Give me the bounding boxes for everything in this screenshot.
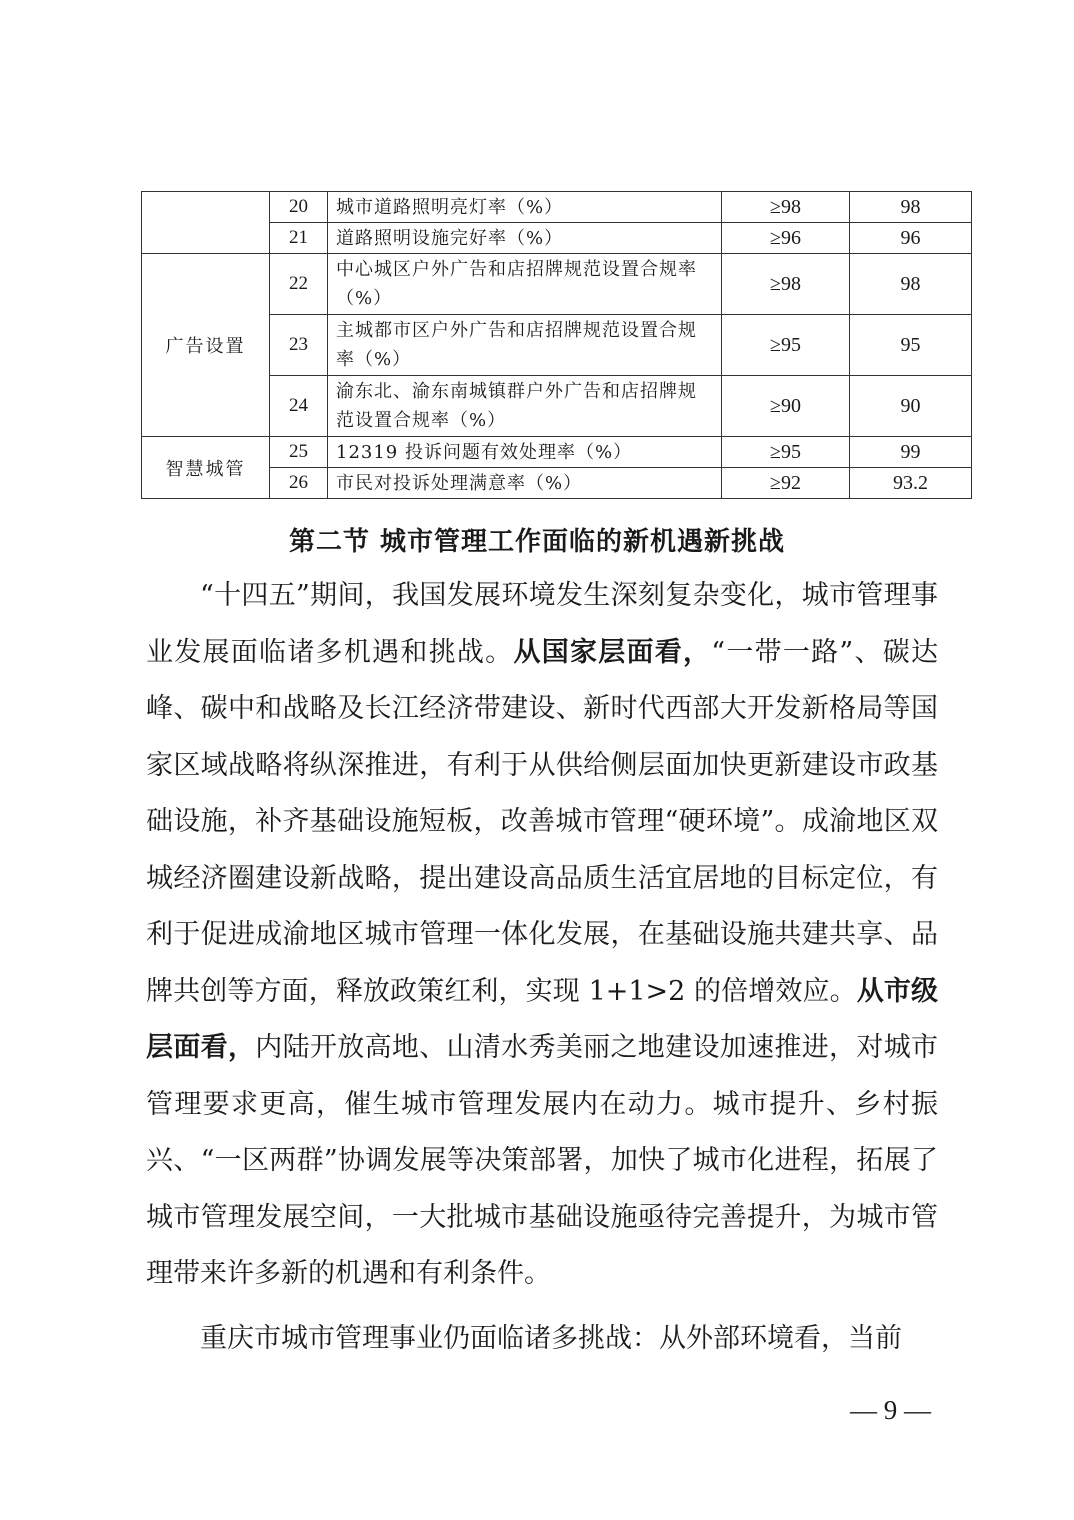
body-text (146, 568, 938, 1367)
target-value: ≥98 (722, 254, 850, 315)
section-title: 第二节 城市管理工作面临的新机遇新挑战 (288, 527, 786, 557)
table-row (142, 254, 972, 315)
category-cell: 智慧城管 (142, 437, 270, 499)
page-number: — 9 — (850, 1395, 931, 1425)
actual-value: 99 (850, 437, 972, 468)
paragraph-text: 内陆开放高地、山清水秀美丽之地建设加速推进，对城市管理要求更高，催生城市管理发展内在动力。城市提升、乡村振兴、“一区两群”协调发展等决策部署，加快了城市化进程，拓展了城市管理发展空间，一大批城市基础设施亟待完善提升，为城市管理带来许多新的机遇和有利条件。 (146, 1032, 939, 1289)
category-cell: 广告设置 (142, 254, 270, 437)
target-value: ≥96 (722, 223, 850, 254)
paragraph (146, 1311, 938, 1368)
paragraph-text: “十四五”期间，我国发展环境发生深刻复杂变化，城市管理事业发展面临诸多机遇和挑战。 (146, 580, 938, 668)
target-value: ≥92 (722, 468, 850, 499)
target-value: ≥98 (722, 192, 850, 223)
emphasis-municipal: 从市级层面看， (146, 975, 938, 1063)
indicator-name: 主城都市区户外广告和店招牌规范设置合规率（%） (328, 315, 722, 376)
indicator-name: 城市道路照明亮灯率（%） (328, 192, 722, 223)
paragraph-text: “一带一路”、碳达峰、碳中和战略及长江经济带建设、新时代西部大开发新格局等国家区域战略将纵深推进，有利于从供给侧层面加快更新建设市政基础设施，补齐基础设施短板，改善城市管理“硬环境”。成渝地区双城经济圈建设新战略，提出建设高品质生活宜居地的目标定位，有利于促进成渝地区城市管理一体化发展，在基础设施共建共享、品牌共创等方面，释放政策红利，实现 1+1>2 的倍增效应。 (146, 636, 939, 1007)
actual-value: 98 (850, 254, 972, 315)
indicator-name: 市民对投诉处理满意率（%） (328, 468, 722, 499)
target-value: ≥95 (722, 315, 850, 376)
row-number: 20 (270, 192, 328, 223)
indicator-name: 渝东北、渝东南城镇群户外广告和店招牌规范设置合规率（%） (328, 376, 722, 437)
actual-value: 95 (850, 315, 972, 376)
category-cell (142, 192, 270, 254)
target-value: ≥95 (722, 437, 850, 468)
row-number: 26 (270, 468, 328, 499)
actual-value: 98 (850, 192, 972, 223)
row-number: 23 (270, 315, 328, 376)
row-number: 21 (270, 223, 328, 254)
table-row (142, 192, 972, 223)
actual-value: 96 (850, 223, 972, 254)
paragraph-text: 重庆市城市管理事业仍面临诸多挑战：从外部环境看，当前 (200, 1322, 902, 1354)
actual-value: 93.2 (850, 468, 972, 499)
row-number: 22 (270, 254, 328, 315)
indicator-name: 道路照明设施完好率（%） (328, 223, 722, 254)
indicator-table (141, 191, 972, 499)
target-value: ≥90 (722, 376, 850, 437)
actual-value: 90 (850, 376, 972, 437)
row-number: 24 (270, 376, 328, 437)
indicator-name: 12319 投诉问题有效处理率（%） (328, 437, 722, 468)
indicator-name: 中心城区户外广告和店招牌规范设置合规率（%） (328, 254, 722, 315)
paragraph (146, 568, 938, 1303)
table-row (142, 437, 972, 468)
row-number: 25 (270, 437, 328, 468)
emphasis-national: 从国家层面看， (513, 636, 712, 668)
